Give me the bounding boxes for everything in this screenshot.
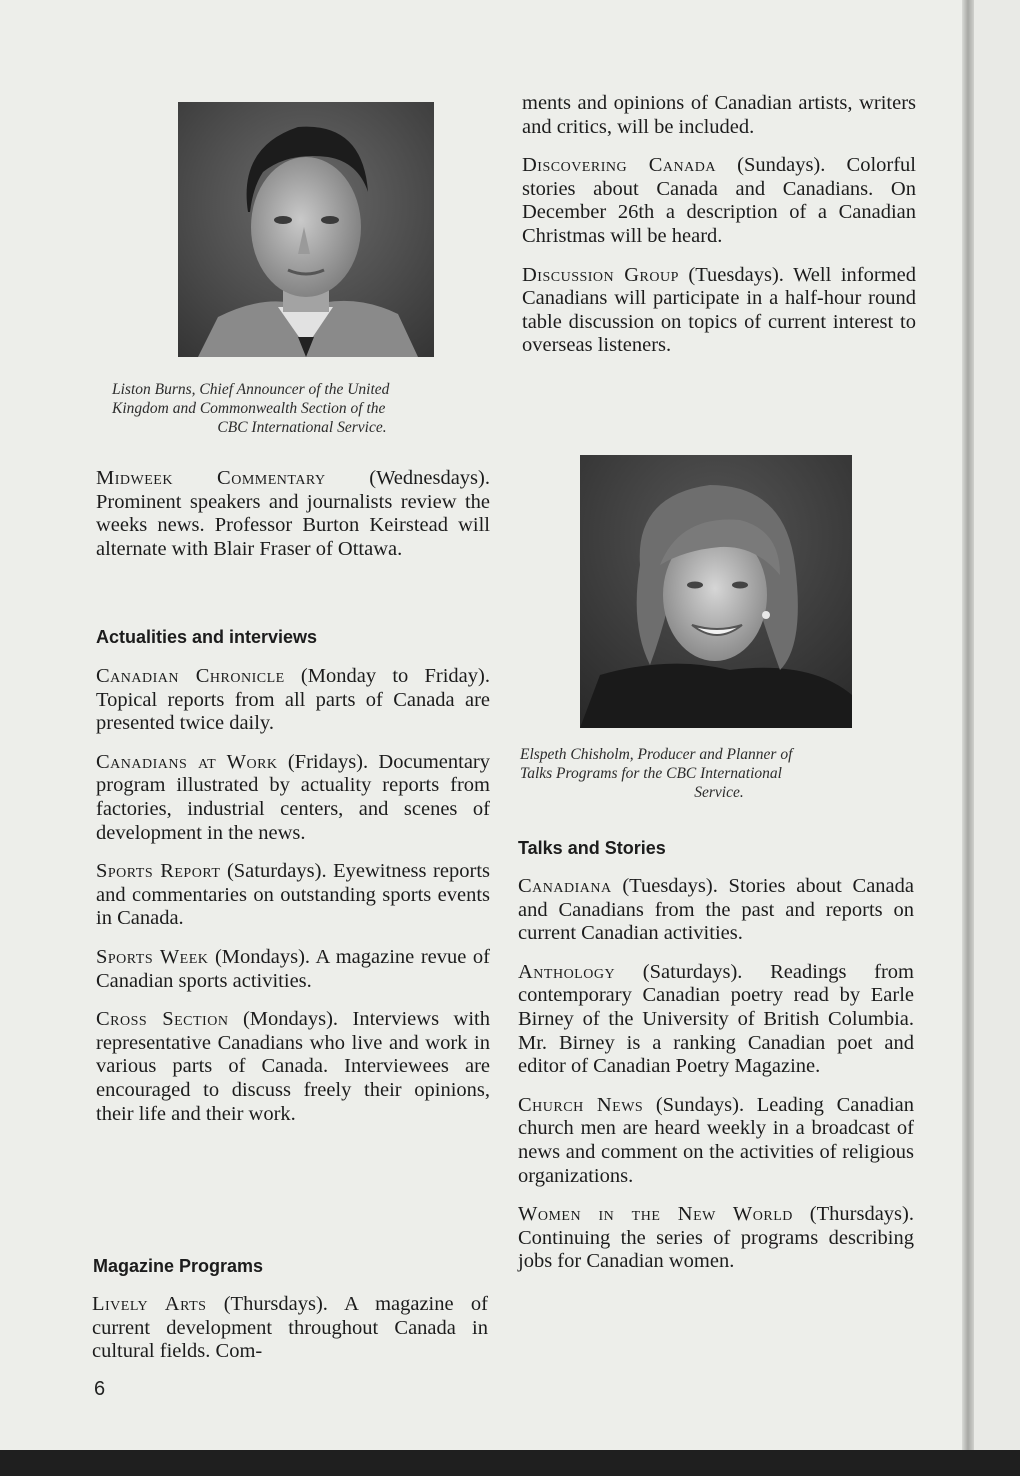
portrait-man-image bbox=[178, 102, 434, 357]
program-title: Church News bbox=[518, 1093, 644, 1116]
paragraph-canadian-chronicle bbox=[96, 665, 490, 736]
program-description: (Thursdays). Continuing the series of programs describing jobs for Canadian women. bbox=[518, 1203, 914, 1273]
program-title: Cross Section bbox=[96, 1008, 229, 1031]
book-gutter bbox=[962, 0, 974, 1450]
section-heading-actualities: Actualities and interviews bbox=[96, 627, 318, 647]
paragraph-lively-arts-continued: ments and opinions of Canadian artists, writers and critics, will be included. bbox=[522, 92, 916, 138]
program-description: (Mondays). Interviews with representative Canadians who live and work in various parts of Canada. Interviewees are encouraged to discuss freely their opinions, their life and their work. bbox=[96, 1008, 491, 1125]
right-column-bottom bbox=[518, 875, 914, 1289]
paragraph-church-news bbox=[518, 1094, 914, 1188]
program-title: Sports Week bbox=[96, 945, 209, 968]
program-title: Sports Report bbox=[96, 860, 221, 883]
program-description: (Tuesdays). Stories about Canada and Canadians from the past and reports on current Canadian activities. bbox=[518, 875, 914, 945]
paragraph-midweek-commentary bbox=[96, 467, 490, 561]
program-title: Discussion Group bbox=[522, 263, 679, 286]
program-description: (Thursdays). A magazine of current development throughout Canada in cultural fields. Com- bbox=[92, 1293, 488, 1363]
program-description: (Sundays). Colorful stories about Canada and Canadians. On December 26th a description of a Canadian Christmas will be heard. bbox=[522, 154, 916, 247]
paragraph-lively-arts bbox=[92, 1293, 488, 1364]
section-heading-magazine: Magazine Programs bbox=[93, 1256, 264, 1276]
right-column-top bbox=[522, 92, 916, 373]
program-title: Anthology bbox=[518, 960, 616, 983]
paragraph-women-new-world bbox=[518, 1203, 914, 1274]
program-title: Canadian Chronicle bbox=[96, 665, 285, 687]
program-description: (Saturdays). Eyewitness reports and commentaries on outstanding sports events in Canada. bbox=[96, 860, 490, 930]
program-description: (Mondays). A magazine revue of Canadian sports activities. bbox=[96, 945, 491, 992]
left-column-top bbox=[96, 467, 490, 576]
left-column-middle bbox=[96, 665, 490, 1141]
photo-liston-burns bbox=[178, 102, 434, 357]
paragraph-canadians-at-work bbox=[96, 751, 490, 845]
caption-1-line-2: Kingdom and Commonwealth Section of the bbox=[112, 400, 386, 417]
paragraph-sports-week bbox=[96, 946, 490, 993]
program-title: Midweek Commentary bbox=[96, 467, 326, 489]
caption-2-line-1: Elspeth Chisholm, Producer and Planner of bbox=[520, 746, 793, 763]
photo-elspeth-chisholm bbox=[580, 455, 852, 728]
caption-2-line-2: Talks Programs for the CBC International bbox=[520, 765, 782, 782]
paragraph-discovering-canada bbox=[522, 154, 916, 248]
caption-liston-burns bbox=[112, 380, 492, 437]
program-description: (Wednesdays). Prominent speakers and journalists review the weeks news. Professor Burton Keirstead will alternate with Blair Fraser of Ottawa. bbox=[96, 467, 490, 560]
paragraph-anthology bbox=[518, 961, 914, 1079]
program-title: Discovering Canada bbox=[522, 154, 716, 177]
caption-1-line-3: CBC International Service. bbox=[217, 419, 387, 436]
program-description: (Tuesdays). Well informed Canadians will participate in a half-hour round table discussion on topics of current interest to overseas listeners. bbox=[522, 263, 916, 357]
program-title: Lively Arts bbox=[92, 1293, 207, 1315]
program-title: Canadiana bbox=[518, 875, 612, 897]
caption-elspeth-chisholm bbox=[520, 745, 918, 802]
program-description: (Sundays). Leading Canadian church men are heard weekly in a broadcast of news and comment on the activities of religious organizations. bbox=[518, 1093, 914, 1187]
program-description: (Saturdays). Readings from contemporary Canadian poetry read by Earle Birney of the University of British Columbia. Mr. Birney is a ranking Canadian poet and editor of Canadian Poetry Magazine. bbox=[518, 960, 914, 1078]
background-surface bbox=[0, 1450, 1020, 1476]
program-title: Women in the New World bbox=[518, 1203, 793, 1226]
caption-2-line-3: Service. bbox=[694, 784, 744, 801]
facing-page-edge bbox=[968, 0, 1020, 1450]
section-heading-talks: Talks and Stories bbox=[518, 838, 666, 858]
paragraph-cross-section bbox=[96, 1008, 490, 1126]
caption-1-line-1: Liston Burns, Chief Announcer of the United bbox=[112, 381, 390, 398]
page-number: 6 bbox=[94, 1378, 106, 1400]
program-title: Canadians at Work bbox=[96, 750, 278, 773]
portrait-woman-image bbox=[580, 455, 852, 728]
paragraph-discussion-group bbox=[522, 264, 916, 358]
program-description: (Monday to Friday). Topical reports from all parts of Canada are presented twice daily. bbox=[96, 665, 490, 735]
paragraph-sports-report bbox=[96, 860, 490, 931]
left-column-bottom bbox=[92, 1293, 488, 1379]
paragraph-canadiana bbox=[518, 875, 914, 946]
program-description: (Fridays). Documentary program illustrated by actuality reports from factories, industrial centers, and scenes of development in the news. bbox=[96, 750, 490, 844]
